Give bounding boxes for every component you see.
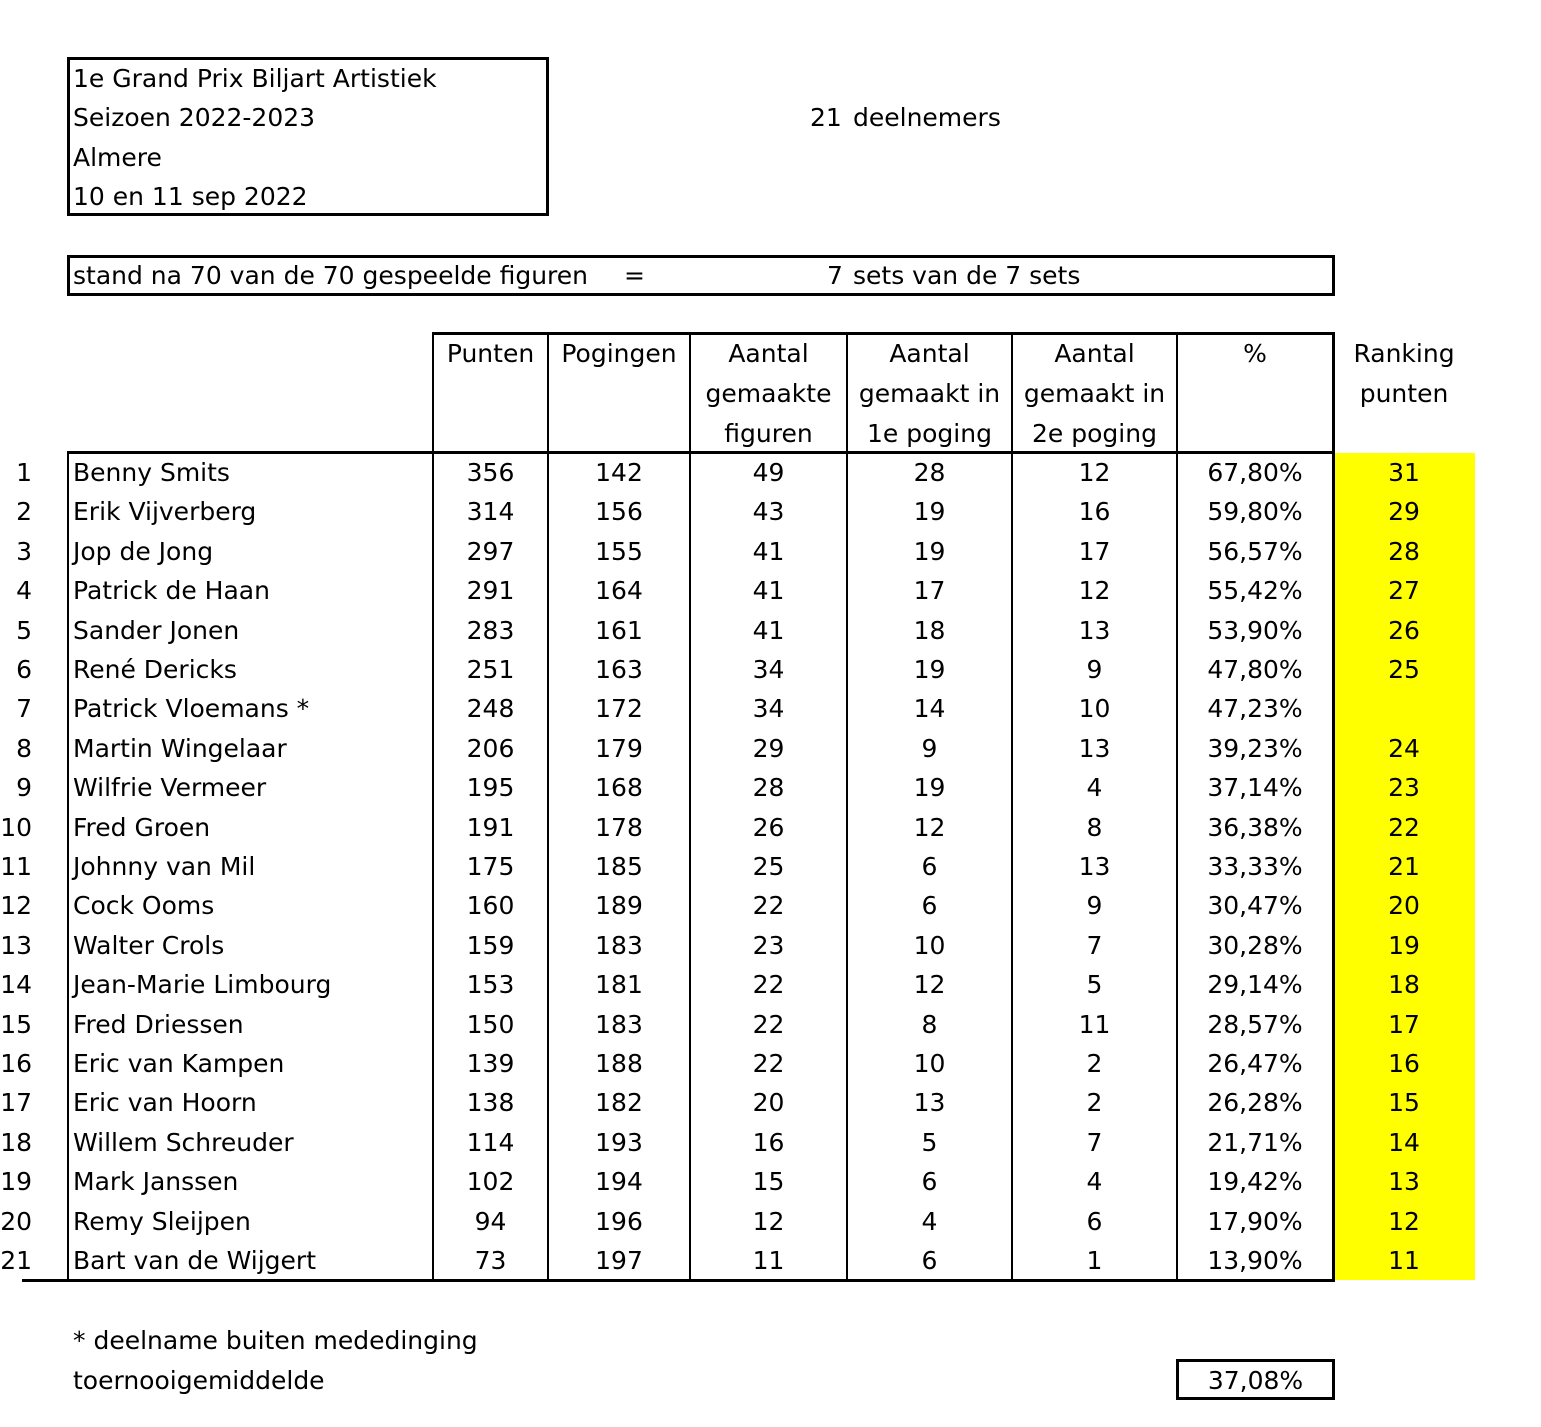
row-eerste: 8	[921, 1009, 938, 1039]
row-tweede: 6	[1086, 1206, 1103, 1236]
row-pogingen: 193	[595, 1127, 643, 1157]
row-eerste: 19	[913, 655, 946, 684]
row-pogingen: 182	[595, 1088, 643, 1118]
row-punten: 356	[466, 458, 515, 487]
row-punten: 314	[466, 497, 515, 527]
title-line-4: 10 en 11 sep 2022	[73, 182, 308, 211]
title-line-2: Seizoen 2022-2023	[73, 103, 316, 132]
row-pogingen: 142	[595, 458, 643, 487]
header-figuren	[691, 334, 846, 454]
row-rank: 16	[0, 1049, 32, 1078]
row-rank: 4	[16, 576, 32, 606]
header-eerste-line1: Aantal	[889, 339, 970, 368]
row-player-name: Willem Schreuder	[73, 1127, 294, 1157]
row-player-name: Mark Janssen	[73, 1167, 239, 1197]
row-ranking: 22	[1388, 812, 1420, 842]
row-eerste: 4	[921, 1206, 938, 1236]
row-figuren: 41	[752, 615, 785, 645]
status-text: stand na 70 van de 70 gespeelde figuren	[73, 261, 589, 290]
row-figuren: 23	[752, 930, 785, 960]
header-eerste-line3: 1e poging	[867, 419, 992, 448]
row-player-name: Walter Crols	[73, 930, 225, 960]
row-pogingen: 164	[595, 576, 643, 606]
row-figuren: 25	[752, 852, 785, 881]
row-figuren: 22	[752, 970, 785, 1000]
row-tweede: 8	[1086, 812, 1103, 842]
row-eerste: 28	[913, 458, 946, 487]
row-player-name: Fred Groen	[73, 812, 211, 842]
row-player-name: Cock Ooms	[73, 891, 215, 921]
row-pogingen: 156	[595, 497, 643, 527]
header-ranking	[1335, 334, 1473, 414]
row-ranking: 11	[1388, 1246, 1420, 1275]
row-tweede: 7	[1086, 930, 1103, 960]
row-player-name: Bart van de Wijgert	[73, 1246, 316, 1275]
row-rank: 13	[0, 930, 32, 960]
row-tweede: 10	[1078, 694, 1111, 724]
row-ranking: 21	[1388, 852, 1420, 881]
row-rank: 12	[0, 891, 32, 921]
row-punten: 297	[466, 536, 515, 566]
row-eerste: 6	[921, 891, 938, 921]
row-rank: 6	[16, 655, 32, 684]
row-pct: 39,23%	[1207, 733, 1303, 763]
row-ranking	[1335, 689, 1473, 728]
row-rank: 15	[0, 1009, 32, 1039]
row-player-name: Patrick de Haan	[73, 576, 270, 606]
row-tweede: 2	[1086, 1088, 1103, 1118]
header-figuren-line1: Aantal	[728, 339, 809, 368]
row-figuren: 43	[752, 497, 785, 527]
row-player-name: Patrick Vloemans *	[73, 694, 310, 724]
row-player-name: Eric van Hoorn	[73, 1088, 257, 1118]
row-ranking: 16	[1388, 1049, 1420, 1078]
row-punten: 102	[466, 1167, 515, 1197]
row-pogingen: 179	[595, 733, 643, 763]
row-rank: 10	[0, 812, 32, 842]
row-punten: 191	[466, 812, 515, 842]
header-ranking-line2: punten	[1359, 379, 1449, 408]
row-tweede: 12	[1078, 458, 1111, 487]
row-eerste: 6	[921, 1246, 938, 1275]
row-ranking: 23	[1388, 773, 1420, 803]
row-figuren: 20	[752, 1088, 785, 1118]
participants-count: 21	[810, 103, 842, 132]
row-ranking: 29	[1388, 497, 1420, 527]
row-tweede: 17	[1078, 536, 1111, 566]
row-pogingen: 181	[595, 970, 643, 1000]
row-pct: 59,80%	[1207, 497, 1303, 527]
row-pogingen: 168	[595, 773, 643, 803]
row-pogingen: 197	[595, 1246, 643, 1275]
header-figuren-line3: figuren	[724, 419, 813, 448]
row-pct: 21,71%	[1207, 1127, 1303, 1157]
header-pct: %	[1243, 339, 1267, 368]
row-pct: 33,33%	[1207, 852, 1303, 881]
row-pogingen: 188	[595, 1049, 643, 1078]
row-player-name: Remy Sleijpen	[73, 1206, 251, 1236]
row-tweede: 5	[1086, 970, 1103, 1000]
row-pogingen: 189	[595, 891, 643, 921]
row-pogingen: 196	[595, 1206, 643, 1236]
row-punten: 160	[466, 891, 515, 921]
row-eerste: 12	[913, 812, 946, 842]
row-eerste: 6	[921, 852, 938, 881]
row-eerste: 19	[913, 497, 946, 527]
row-pct: 67,80%	[1207, 458, 1303, 487]
header-tweede-line3: 2e poging	[1032, 419, 1157, 448]
header-punten: Punten	[446, 339, 535, 368]
row-pct: 26,47%	[1207, 1049, 1303, 1078]
row-eerste: 10	[913, 930, 946, 960]
row-player-name: Jean-Marie Limbourg	[73, 970, 332, 1000]
row-pct: 37,14%	[1207, 773, 1303, 803]
col-border-0	[67, 451, 69, 1282]
row-ranking: 25	[1388, 655, 1420, 684]
row-pct: 19,42%	[1207, 1167, 1303, 1197]
row-player-name: Johnny van Mil	[73, 852, 256, 881]
row-eerste: 19	[913, 773, 946, 803]
row-ranking: 13	[1388, 1167, 1420, 1197]
row-pct: 28,57%	[1207, 1009, 1303, 1039]
row-punten: 150	[466, 1009, 515, 1039]
header-figuren-line2: gemaakte	[705, 379, 832, 408]
row-figuren: 29	[752, 733, 785, 763]
row-pogingen: 161	[595, 615, 643, 645]
row-punten: 94	[474, 1206, 507, 1236]
row-ranking: 20	[1388, 891, 1420, 921]
row-pogingen: 185	[595, 852, 643, 881]
row-rank: 19	[0, 1167, 32, 1197]
row-player-name: Wilfrie Vermeer	[73, 773, 267, 803]
row-figuren: 34	[752, 655, 785, 684]
row-eerste: 6	[921, 1167, 938, 1197]
row-punten: 251	[466, 655, 515, 684]
header-ranking-line1: Ranking	[1353, 339, 1455, 368]
row-rank: 3	[16, 536, 32, 566]
row-tweede: 4	[1086, 1167, 1103, 1197]
row-player-name: René Dericks	[73, 655, 237, 684]
row-tweede: 13	[1078, 615, 1111, 645]
row-pogingen: 183	[595, 930, 643, 960]
row-tweede: 2	[1086, 1049, 1103, 1078]
row-pogingen: 178	[595, 812, 643, 842]
header-tweede	[1013, 334, 1176, 454]
title-line-1: 1e Grand Prix Biljart Artistiek	[73, 64, 437, 93]
header-eerste-line2: gemaakt in	[858, 379, 1001, 408]
row-rank: 9	[16, 773, 32, 803]
row-rank: 17	[0, 1088, 32, 1118]
row-eerste: 13	[913, 1088, 946, 1118]
row-pct: 47,23%	[1207, 694, 1303, 724]
row-ranking: 27	[1388, 576, 1420, 606]
row-ranking: 14	[1388, 1127, 1420, 1157]
header-eerste	[848, 334, 1011, 454]
row-rank: 2	[16, 497, 32, 527]
row-punten: 153	[466, 970, 515, 1000]
status-sets-count: 7	[827, 261, 843, 290]
row-tweede: 9	[1086, 891, 1103, 921]
row-pct: 29,14%	[1207, 970, 1303, 1000]
row-tweede: 13	[1078, 733, 1111, 763]
row-eerste: 17	[913, 576, 946, 606]
row-figuren: 22	[752, 891, 785, 921]
row-ranking: 28	[1388, 536, 1420, 566]
status-equals: =	[624, 261, 645, 290]
row-figuren: 16	[752, 1127, 785, 1157]
row-punten: 139	[466, 1049, 515, 1078]
row-player-name: Fred Driessen	[73, 1009, 244, 1039]
row-punten: 195	[466, 773, 515, 803]
average-value: 37,08%	[1207, 1366, 1304, 1395]
row-figuren: 41	[752, 576, 785, 606]
row-figuren: 22	[752, 1049, 785, 1078]
row-pogingen: 194	[595, 1167, 643, 1197]
row-punten: 114	[466, 1127, 515, 1157]
average-label: toernooigemiddelde	[73, 1366, 325, 1395]
status-sets-text: sets van de 7 sets	[853, 261, 1081, 290]
row-eerste: 12	[913, 970, 946, 1000]
row-punten: 73	[474, 1246, 507, 1275]
row-tweede: 9	[1086, 655, 1103, 684]
row-rank: 20	[0, 1206, 32, 1236]
row-eerste: 10	[913, 1049, 946, 1078]
row-eerste: 9	[921, 733, 938, 763]
row-tweede: 7	[1086, 1127, 1103, 1157]
row-punten: 138	[466, 1088, 515, 1118]
row-punten: 159	[466, 930, 515, 960]
row-figuren: 22	[752, 1009, 785, 1039]
row-player-name: Erik Vijverberg	[73, 497, 257, 527]
row-player-name: Jop de Jong	[73, 536, 214, 566]
row-punten: 248	[466, 694, 515, 724]
row-pogingen: 163	[595, 655, 643, 684]
row-rank: 5	[16, 615, 32, 645]
row-tweede: 4	[1086, 773, 1103, 803]
row-rank: 14	[0, 970, 32, 1000]
row-figuren: 49	[752, 458, 785, 487]
row-eerste: 5	[921, 1127, 938, 1157]
row-pct: 30,28%	[1207, 930, 1303, 960]
row-rank: 1	[16, 458, 32, 487]
row-pogingen: 172	[595, 694, 643, 724]
row-pct: 36,38%	[1207, 812, 1303, 842]
row-pct: 47,80%	[1207, 655, 1303, 684]
title-line-3: Almere	[73, 143, 162, 172]
row-ranking: 18	[1388, 970, 1420, 1000]
header-tweede-line2: gemaakt in	[1023, 379, 1166, 408]
row-pogingen: 155	[595, 536, 643, 566]
row-player-name: Martin Wingelaar	[73, 733, 287, 763]
footnote: * deelname buiten mededinging	[73, 1326, 478, 1355]
row-figuren: 26	[752, 812, 785, 842]
row-ranking: 15	[1388, 1088, 1420, 1118]
row-ranking: 24	[1388, 733, 1420, 763]
row-pct: 13,90%	[1207, 1246, 1303, 1275]
row-figuren: 11	[752, 1246, 785, 1275]
row-rank: 11	[0, 852, 32, 881]
row-ranking: 12	[1388, 1206, 1420, 1236]
row-player-name: Benny Smits	[73, 458, 230, 487]
row-pct: 30,47%	[1207, 891, 1303, 921]
row-pct: 26,28%	[1207, 1088, 1303, 1118]
row-punten: 175	[466, 852, 515, 881]
header-pogingen: Pogingen	[561, 339, 677, 368]
row-eerste: 18	[913, 615, 946, 645]
row-player-name: Sander Jonen	[73, 615, 240, 645]
row-eerste: 19	[913, 536, 946, 566]
row-tweede: 1	[1086, 1246, 1103, 1275]
row-ranking: 26	[1388, 615, 1420, 645]
row-figuren: 28	[752, 773, 785, 803]
row-tweede: 13	[1078, 852, 1111, 881]
row-figuren: 15	[752, 1167, 785, 1197]
row-rank: 18	[0, 1127, 32, 1157]
row-pct: 56,57%	[1207, 536, 1303, 566]
row-pct: 53,90%	[1207, 615, 1303, 645]
row-ranking: 17	[1388, 1009, 1420, 1039]
row-ranking: 31	[1388, 458, 1420, 487]
row-rank: 21	[0, 1246, 32, 1275]
row-pct: 17,90%	[1207, 1206, 1303, 1236]
row-tweede: 16	[1078, 497, 1111, 527]
row-eerste: 14	[913, 694, 946, 724]
participants-label: deelnemers	[853, 103, 1001, 132]
row-rank: 8	[16, 733, 32, 763]
row-punten: 206	[466, 733, 515, 763]
row-punten: 283	[466, 615, 515, 645]
header-tweede-line1: Aantal	[1054, 339, 1135, 368]
row-rank: 7	[16, 694, 32, 724]
row-ranking: 19	[1388, 930, 1420, 960]
row-pogingen: 183	[595, 1009, 643, 1039]
row-punten: 291	[466, 576, 515, 606]
row-tweede: 12	[1078, 576, 1111, 606]
row-figuren: 12	[752, 1206, 785, 1236]
row-tweede: 11	[1078, 1009, 1111, 1039]
row-player-name: Eric van Kampen	[73, 1049, 285, 1078]
row-figuren: 34	[752, 694, 785, 724]
row-figuren: 41	[752, 536, 785, 566]
row-pct: 55,42%	[1207, 576, 1303, 606]
